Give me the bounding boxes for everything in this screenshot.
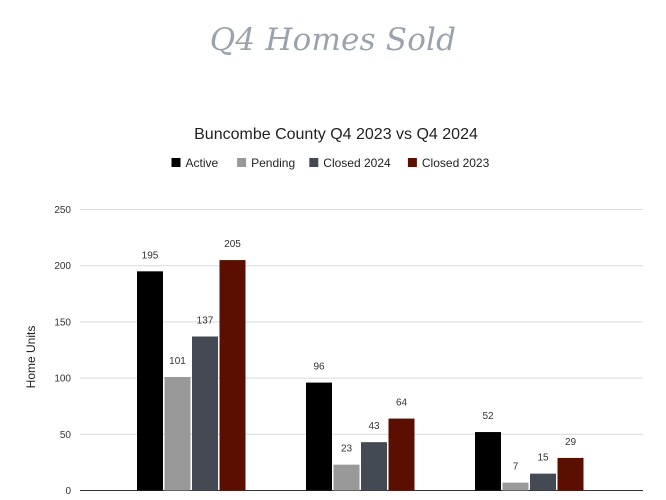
legend-item: Pending bbox=[251, 156, 296, 170]
bar-active bbox=[306, 383, 332, 491]
data-label: 29 bbox=[564, 436, 577, 448]
y-tick-label: 150 bbox=[54, 317, 71, 329]
data-label: 195 bbox=[141, 250, 159, 262]
bar-pending bbox=[503, 483, 529, 491]
legend-swatch bbox=[237, 158, 246, 167]
data-label: 7 bbox=[512, 461, 519, 473]
legend-item: Closed 2023 bbox=[421, 156, 490, 170]
data-label: 64 bbox=[395, 397, 408, 409]
data-label: 101 bbox=[169, 355, 186, 367]
y-tick-label: 250 bbox=[54, 205, 71, 216]
y-tick-label: 200 bbox=[54, 261, 71, 273]
bar-closed-2024 bbox=[530, 474, 556, 491]
legend-item: Active bbox=[185, 156, 219, 170]
bar-pending bbox=[334, 465, 360, 491]
legend-swatch bbox=[408, 158, 417, 167]
bar-active bbox=[137, 271, 163, 490]
y-axis-ticks bbox=[54, 205, 71, 497]
legend-swatch bbox=[172, 158, 181, 167]
bar-active bbox=[475, 432, 501, 490]
data-label: 23 bbox=[340, 443, 353, 455]
y-tick-label: 100 bbox=[54, 373, 71, 385]
data-label: 52 bbox=[482, 411, 494, 423]
page-title: Q4 Homes Sold bbox=[209, 22, 457, 58]
chart-bars bbox=[137, 260, 584, 490]
bar-closed-2023 bbox=[558, 458, 584, 491]
y-tick-label: 50 bbox=[59, 429, 71, 441]
bar-closed-2024 bbox=[361, 442, 387, 490]
bar-pending bbox=[165, 377, 191, 491]
chart-legend bbox=[172, 156, 490, 170]
data-label: 137 bbox=[196, 315, 214, 327]
bar-closed-2023 bbox=[220, 260, 246, 490]
data-label: 96 bbox=[313, 361, 325, 373]
data-label: 205 bbox=[224, 239, 241, 251]
legend-swatch bbox=[309, 158, 318, 167]
data-label: 43 bbox=[368, 421, 380, 433]
bar-closed-2023 bbox=[389, 419, 415, 491]
data-label: 15 bbox=[537, 452, 549, 464]
y-axis-label: Home Units bbox=[24, 325, 38, 389]
bar-closed-2024 bbox=[192, 337, 218, 491]
legend-item: Closed 2024 bbox=[323, 156, 391, 170]
chart-title: Buncombe County Q4 2023 vs Q4 2024 bbox=[194, 126, 478, 143]
y-tick-label: 0 bbox=[65, 486, 71, 497]
